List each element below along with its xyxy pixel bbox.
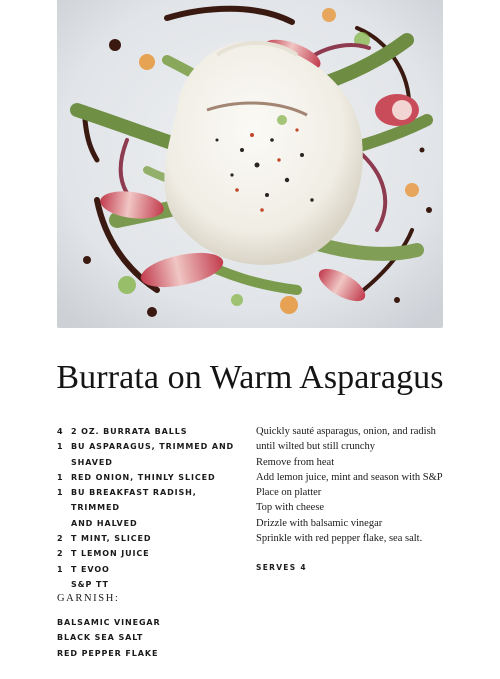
serves-label: SERVES 4 bbox=[256, 563, 307, 572]
instruction-line: Drizzle with balsamic vinegar bbox=[256, 517, 383, 529]
ingredient-row bbox=[57, 546, 242, 561]
recipe-title: Burrata on Warm Asparagus bbox=[56, 359, 444, 396]
instruction-line: Place on platter bbox=[256, 487, 322, 499]
ingredient-row bbox=[57, 424, 242, 439]
ingredient-text: BU BREAKFAST RADISH, TRIMMED bbox=[71, 488, 197, 513]
ingredient-qty: 1 bbox=[57, 564, 64, 574]
ingredient-qty: 1 bbox=[57, 442, 64, 452]
ingredient-qty: 2 bbox=[57, 534, 64, 544]
ingredient-qty: 1 bbox=[57, 488, 64, 498]
ingredient-text: BU ASPARAGUS, TRIMMED AND bbox=[71, 442, 235, 452]
garnish-heading: GARNISH: bbox=[57, 593, 120, 604]
instruction-line: Sprinkle with red pepper flake, sea salt. bbox=[256, 533, 423, 545]
ingredient-row bbox=[57, 577, 242, 592]
ingredient-text: T MINT, SLICED bbox=[71, 534, 152, 544]
garnish-list bbox=[57, 615, 161, 661]
ingredient-qty: 2 bbox=[57, 549, 64, 559]
instruction-line: Top with cheese bbox=[256, 502, 325, 514]
ingredient-text: 2 OZ. BURRATA BALLS bbox=[71, 427, 188, 436]
ingredient-text: SHAVED bbox=[71, 457, 113, 467]
ingredient-qty bbox=[57, 455, 71, 470]
instruction-line: Remove from heat bbox=[256, 456, 335, 468]
burrata-dish-photo bbox=[57, 0, 443, 328]
instruction-line: Add lemon juice, mint and season with S&P bbox=[256, 471, 443, 483]
garnish-item: BLACK SEA SALT bbox=[57, 633, 144, 643]
ingredient-row bbox=[57, 562, 242, 577]
ingredient-text: T EVOO bbox=[71, 564, 110, 574]
ingredient-row bbox=[57, 439, 242, 454]
ingredients-list bbox=[57, 424, 242, 592]
ingredient-row bbox=[57, 531, 242, 546]
ingredient-row bbox=[57, 485, 242, 516]
ingredient-qty bbox=[57, 577, 71, 592]
ingredient-row bbox=[57, 455, 242, 470]
instruction-line: until wilted but still crunchy bbox=[256, 441, 375, 453]
ingredient-qty: 1 bbox=[57, 472, 64, 482]
ingredient-text: T LEMON JUICE bbox=[71, 549, 150, 559]
instruction-line: Quickly sauté asparagus, onion, and radish bbox=[256, 426, 436, 437]
ingredient-row bbox=[57, 470, 242, 485]
garnish-item: RED PEPPER FLAKE bbox=[57, 648, 159, 658]
ingredient-row bbox=[57, 516, 242, 531]
ingredient-text: S&P TT bbox=[71, 579, 109, 589]
ingredient-qty bbox=[57, 516, 71, 531]
instructions-list bbox=[256, 424, 456, 546]
ingredient-qty: 4 bbox=[57, 427, 64, 436]
garnish-item: BALSAMIC VINEGAR bbox=[57, 618, 161, 627]
ingredient-text: RED ONION, THINLY SLICED bbox=[71, 472, 216, 482]
ingredient-text: AND HALVED bbox=[71, 518, 138, 528]
